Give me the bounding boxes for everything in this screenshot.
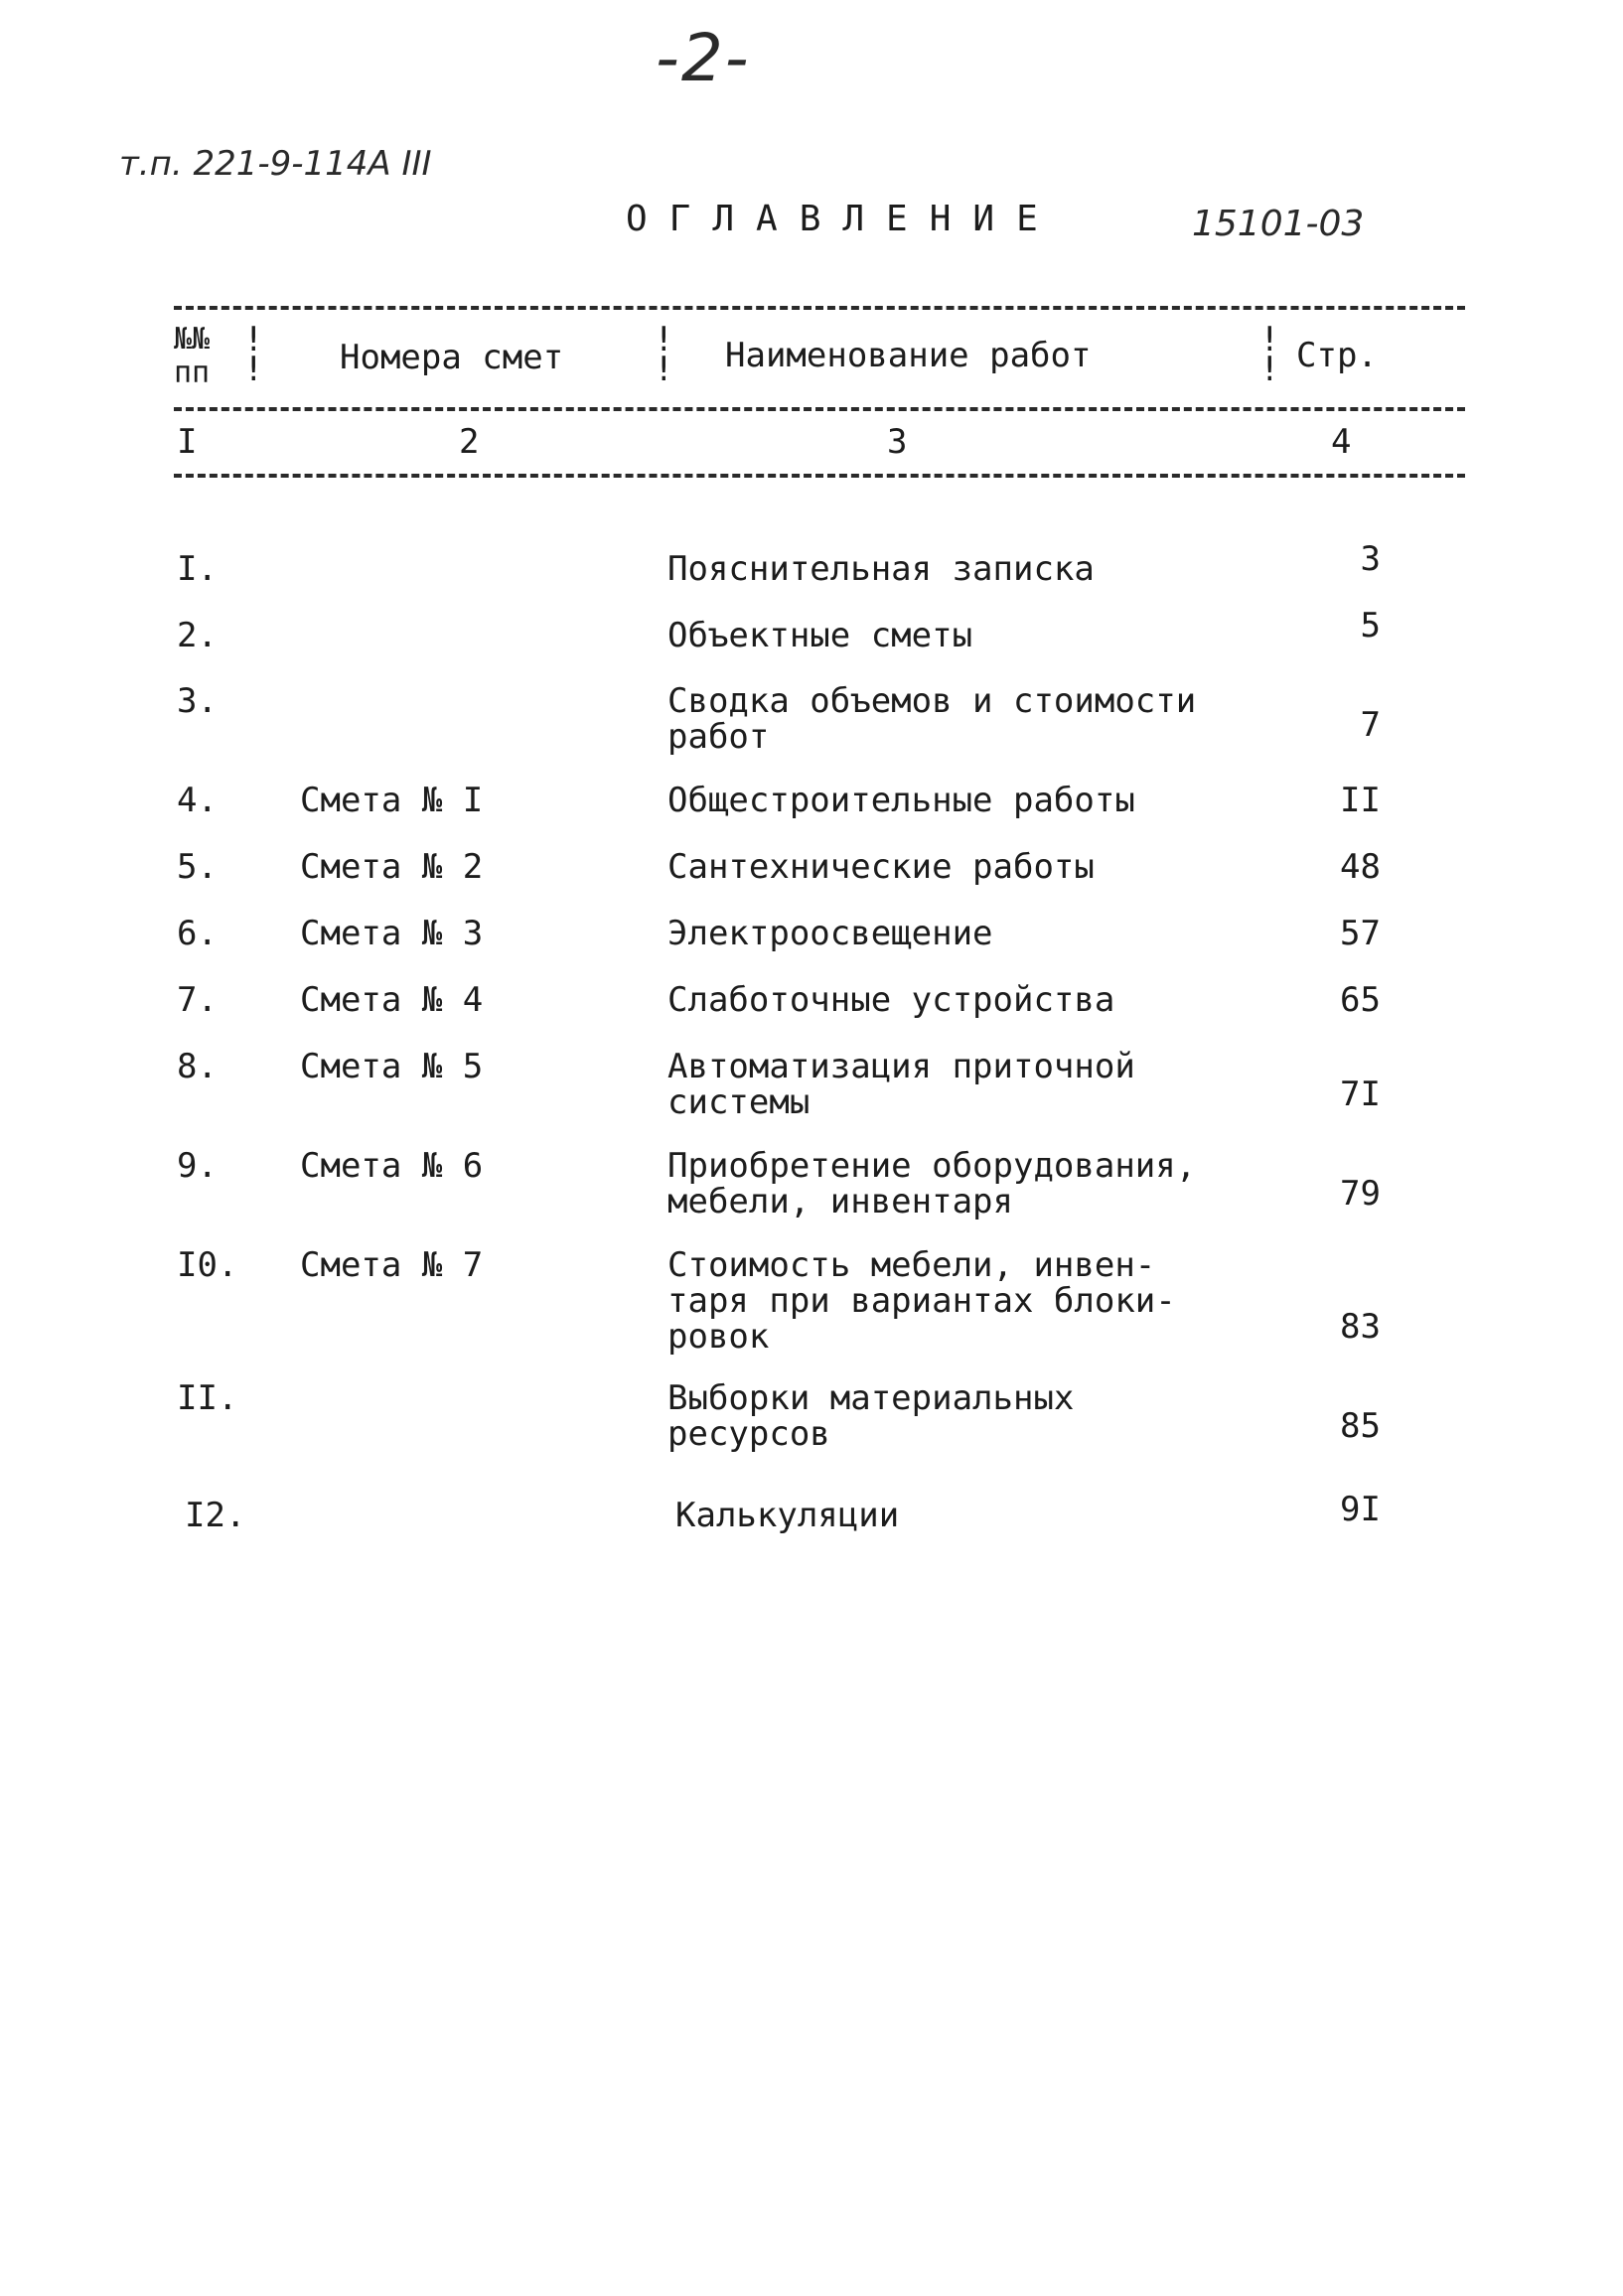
row-number: I.	[177, 549, 218, 589]
row-page: II	[1340, 781, 1381, 820]
row-number: 5.	[177, 847, 218, 887]
row-number: I0.	[177, 1245, 238, 1285]
project-code: т.п. 221-9-114А III	[119, 144, 432, 184]
row-page: 3	[1360, 539, 1381, 579]
row-work: Калькуляции	[675, 1496, 900, 1535]
row-work: Объектные сметы	[667, 616, 973, 655]
column-separator: !	[654, 350, 674, 389]
row-page: 5	[1360, 606, 1381, 646]
page-number: -2-	[656, 20, 751, 96]
row-page: 57	[1340, 914, 1381, 953]
table-top-rule	[174, 306, 1465, 310]
row-page: 48	[1340, 847, 1381, 887]
column-separator: !	[654, 320, 674, 359]
column-number: 3	[887, 422, 908, 462]
header-page: Стр.	[1296, 336, 1378, 375]
row-number: 3.	[177, 681, 218, 721]
row-work: Приобретение оборудования, мебели, инвентаря	[667, 1146, 1197, 1221]
row-page: 85	[1340, 1406, 1381, 1446]
row-number: 6.	[177, 914, 218, 953]
table-column-number-rule	[174, 474, 1465, 478]
column-separator: !	[243, 350, 264, 389]
row-page: 9I	[1340, 1490, 1381, 1529]
row-number: 9.	[177, 1146, 218, 1186]
column-separator: !	[243, 320, 264, 359]
row-page: 79	[1340, 1174, 1381, 1214]
row-work: Автоматизация приточной системы	[667, 1047, 1135, 1122]
row-work: Слаботочные устройства	[667, 980, 1115, 1020]
row-work: Сантехнические работы	[667, 847, 1095, 887]
table-header-rule	[174, 407, 1465, 411]
column-number: 4	[1331, 422, 1352, 462]
row-estimate: Смета № 4	[300, 980, 484, 1020]
column-number: 2	[459, 422, 480, 462]
row-page: 83	[1340, 1307, 1381, 1347]
row-estimate: Смета № I	[300, 781, 484, 820]
row-estimate: Смета № 6	[300, 1146, 484, 1186]
row-number: 7.	[177, 980, 218, 1020]
row-estimate: Смета № 5	[300, 1047, 484, 1086]
column-number: I	[177, 422, 198, 462]
row-work: Электроосвещение	[667, 914, 993, 953]
row-work: Сводка объемов и стоимости работ	[667, 681, 1197, 757]
header-work-name: Наименование работ	[725, 336, 1092, 375]
document-code: 15101-03	[1192, 204, 1365, 244]
row-work: Стоимость мебели, инвен- таря при вариантах блоки- ровок	[667, 1245, 1176, 1357]
row-estimate: Смета № 7	[300, 1245, 484, 1285]
header-estimate-number: Номера смет	[340, 338, 564, 377]
row-estimate: Смета № 2	[300, 847, 484, 887]
row-work: Общестроительные работы	[667, 781, 1135, 820]
row-number: 4.	[177, 781, 218, 820]
row-estimate: Смета № 3	[300, 914, 484, 953]
page-title: ОГЛАВЛЕНИЕ	[626, 199, 1060, 239]
header-number: №№ пп	[174, 322, 211, 390]
row-page: 7I	[1340, 1075, 1381, 1114]
column-separator: !	[1259, 350, 1280, 389]
row-number: II.	[177, 1378, 238, 1418]
row-page: 65	[1340, 980, 1381, 1020]
row-number: I2.	[185, 1496, 246, 1535]
row-number: 2.	[177, 616, 218, 655]
row-work: Пояснительная записка	[667, 549, 1095, 589]
row-page: 7	[1360, 705, 1381, 745]
column-separator: !	[1259, 320, 1280, 359]
row-work: Выборки материальных ресурсов	[667, 1378, 1075, 1454]
row-number: 8.	[177, 1047, 218, 1086]
